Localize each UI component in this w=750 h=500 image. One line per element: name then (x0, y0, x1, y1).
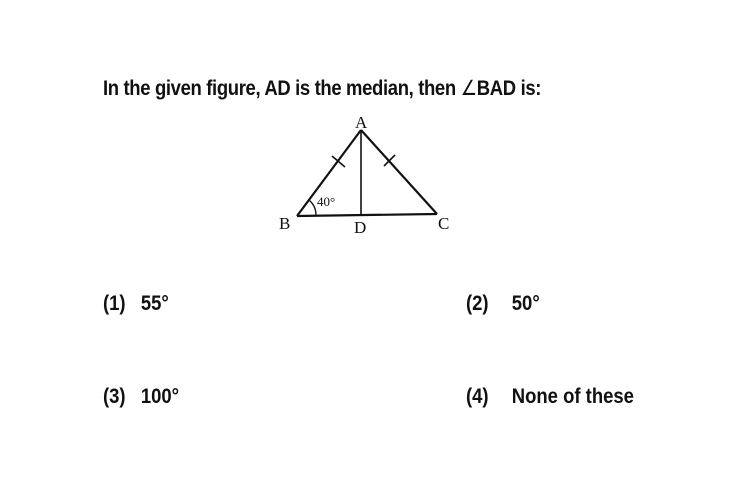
option-2[interactable] (466, 292, 540, 316)
option-2-number: (2) (466, 292, 489, 315)
option-1-number: (1) (103, 292, 126, 315)
option-3[interactable] (103, 385, 179, 409)
option-4-number: (4) (466, 385, 489, 408)
side-bc (297, 214, 437, 216)
option-1-value: 55° (140, 292, 169, 315)
vertex-label-b: B (279, 214, 291, 233)
angle-symbol: ∠ (460, 77, 477, 100)
option-4[interactable] (466, 385, 634, 409)
option-4-value: None of these (511, 385, 634, 408)
question-text-start: In the given figure, AD is the median, then (103, 77, 461, 100)
angle-arc-b (309, 200, 316, 215)
option-3-number: (3) (103, 385, 126, 408)
vertex-label-a: A (355, 113, 368, 132)
point-label-d: D (354, 218, 367, 237)
angle-label-b: 40° (317, 194, 336, 209)
side-ac (361, 130, 437, 214)
option-1[interactable] (103, 292, 169, 316)
option-3-value: 100° (140, 385, 180, 408)
option-2-value: 50° (511, 292, 540, 315)
question-text-end: BAD is: (476, 77, 542, 100)
vertex-label-c: C (438, 214, 450, 233)
